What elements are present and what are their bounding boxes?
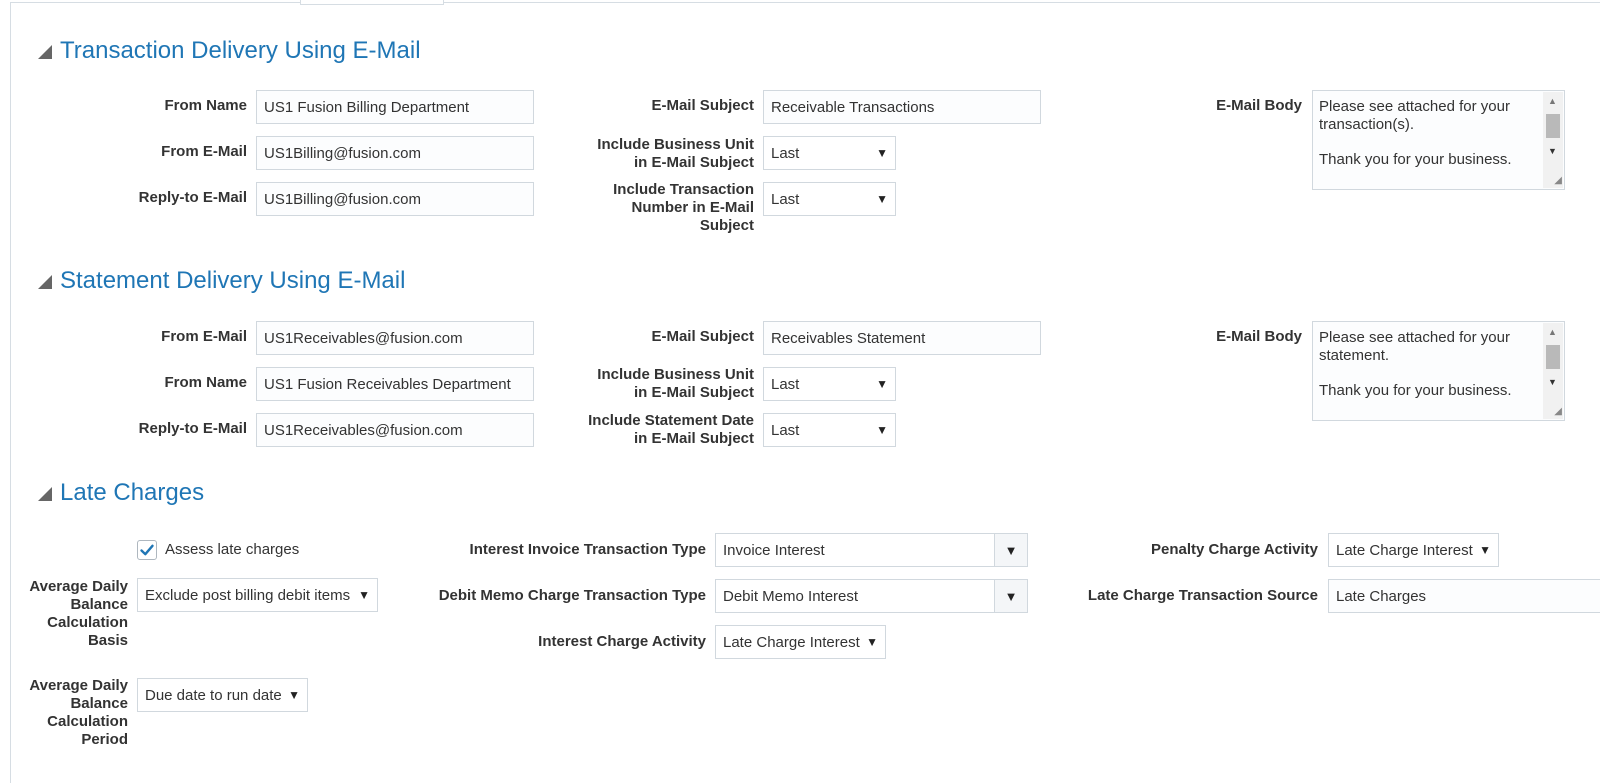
collapse-triangle-icon[interactable] — [38, 275, 52, 289]
email-subject-input[interactable]: Receivables Statement — [763, 321, 1041, 355]
from-name-label: From Name — [164, 374, 247, 391]
from-email-input[interactable]: US1Billing@fusion.com — [256, 136, 534, 170]
assess-late-charges-checkbox[interactable] — [137, 540, 157, 560]
section-title: Late Charges — [60, 479, 205, 506]
resize-grip-icon[interactable]: ◢ — [1554, 175, 1562, 186]
reply-to-email-input[interactable]: US1Billing@fusion.com — [256, 182, 534, 216]
select-value: Exclude post billing debit items — [145, 586, 351, 604]
interest-invoice-type-combobox[interactable] — [715, 533, 1028, 567]
email-body-text: Please see attached for your transaction(s). Thank you for your business. — [1319, 98, 1512, 168]
email-subject-input[interactable]: Receivable Transactions — [763, 90, 1041, 124]
email-subject-label: E-Mail Subject — [651, 328, 754, 345]
include-business-unit-label: Include Business Unit in E-Mail Subject — [597, 366, 754, 401]
scroll-up-icon[interactable]: ▲ — [1548, 96, 1557, 106]
dropdown-arrow-icon: ▼ — [876, 146, 888, 160]
late-charge-source-label: Late Charge Transaction Source — [1087, 587, 1318, 604]
from-name-input[interactable]: US1 Fusion Billing Department — [256, 90, 534, 124]
dropdown-button-icon[interactable]: ▼ — [994, 580, 1027, 612]
avg-daily-balance-period-label: Average Daily Balance Calculation Period — [29, 677, 128, 748]
dropdown-button-icon[interactable]: ▼ — [994, 534, 1027, 566]
interest-invoice-type-label: Interest Invoice Transaction Type — [469, 541, 706, 558]
dropdown-arrow-icon: ▼ — [876, 192, 888, 206]
section-title: Statement Delivery Using E-Mail — [60, 267, 406, 294]
interest-charge-activity-select[interactable] — [715, 625, 886, 659]
interest-charge-activity-label: Interest Charge Activity — [538, 633, 706, 650]
scroll-down-icon[interactable]: ▼ — [1548, 146, 1557, 156]
include-business-unit-select[interactable] — [763, 136, 896, 170]
dropdown-arrow-icon: ▼ — [876, 423, 888, 437]
from-email-label: From E-Mail — [161, 328, 247, 345]
resize-grip-icon[interactable]: ◢ — [1554, 406, 1562, 417]
select-value: Last — [771, 421, 800, 439]
include-transaction-number-select[interactable] — [763, 182, 896, 216]
email-subject-label: E-Mail Subject — [651, 97, 754, 114]
avg-daily-balance-period-select[interactable] — [137, 678, 308, 712]
scroll-up-icon[interactable]: ▲ — [1548, 327, 1557, 337]
include-business-unit-label: Include Business Unit in E-Mail Subject — [597, 136, 754, 171]
from-email-input[interactable]: US1Receivables@fusion.com — [256, 321, 534, 355]
tab-stub — [300, 0, 444, 5]
textarea-scrollbar[interactable] — [1543, 92, 1563, 188]
penalty-charge-activity-label: Penalty Charge Activity — [1151, 541, 1318, 558]
debit-memo-type-combobox[interactable] — [715, 579, 1028, 613]
include-transaction-number-label: Include Transaction Number in E-Mail Subject — [613, 181, 754, 234]
checkmark-icon — [139, 542, 155, 558]
collapse-triangle-icon[interactable] — [38, 487, 52, 501]
section-header-statement-delivery[interactable] — [38, 266, 405, 296]
scroll-thumb[interactable] — [1546, 345, 1560, 369]
select-value: Last — [771, 190, 800, 208]
select-value: Last — [771, 375, 800, 393]
avg-daily-balance-basis-select[interactable] — [137, 578, 378, 612]
dropdown-arrow-icon: ▼ — [1479, 543, 1491, 557]
select-value: Late Charge Interest — [723, 633, 860, 651]
select-value: Late Charge Interest — [1336, 541, 1473, 559]
combo-value: Invoice Interest — [723, 541, 825, 559]
select-value: Last — [771, 144, 800, 162]
collapse-triangle-icon[interactable] — [38, 45, 52, 59]
dropdown-arrow-icon: ▼ — [288, 688, 300, 702]
from-name-label: From Name — [164, 97, 247, 114]
section-header-transaction-delivery[interactable] — [38, 36, 421, 66]
reply-to-email-label: Reply-to E-Mail — [138, 189, 247, 206]
debit-memo-type-label: Debit Memo Charge Transaction Type — [438, 587, 706, 604]
reply-to-email-label: Reply-to E-Mail — [138, 420, 247, 437]
textarea-scrollbar[interactable] — [1543, 323, 1563, 419]
section-title: Transaction Delivery Using E-Mail — [60, 37, 421, 64]
reply-to-email-input[interactable]: US1Receivables@fusion.com — [256, 413, 534, 447]
email-body-textarea[interactable] — [1312, 321, 1565, 421]
from-name-input[interactable]: US1 Fusion Receivables Department — [256, 367, 534, 401]
late-charge-source-input[interactable]: Late Charges — [1328, 579, 1600, 613]
avg-daily-balance-basis-label: Average Daily Balance Calculation Basis — [29, 578, 128, 649]
scroll-down-icon[interactable]: ▼ — [1548, 377, 1557, 387]
email-body-label: E-Mail Body — [1216, 328, 1302, 345]
section-header-late-charges[interactable] — [38, 478, 204, 508]
email-body-label: E-Mail Body — [1216, 97, 1302, 114]
penalty-charge-activity-select[interactable] — [1328, 533, 1499, 567]
select-value: Due date to run date — [145, 686, 282, 704]
dropdown-arrow-icon: ▼ — [866, 635, 878, 649]
dropdown-arrow-icon: ▼ — [876, 377, 888, 391]
scroll-thumb[interactable] — [1546, 114, 1560, 138]
combo-value: Debit Memo Interest — [723, 587, 859, 605]
assess-late-charges-label: Assess late charges — [165, 541, 300, 558]
dropdown-arrow-icon: ▼ — [358, 588, 370, 602]
email-body-textarea[interactable] — [1312, 90, 1565, 190]
email-body-text: Please see attached for your statement. Thank you for your business. — [1319, 329, 1512, 399]
include-statement-date-label: Include Statement Date in E-Mail Subject — [588, 412, 754, 447]
from-email-label: From E-Mail — [161, 143, 247, 160]
include-business-unit-select[interactable] — [763, 367, 896, 401]
include-statement-date-select[interactable] — [763, 413, 896, 447]
